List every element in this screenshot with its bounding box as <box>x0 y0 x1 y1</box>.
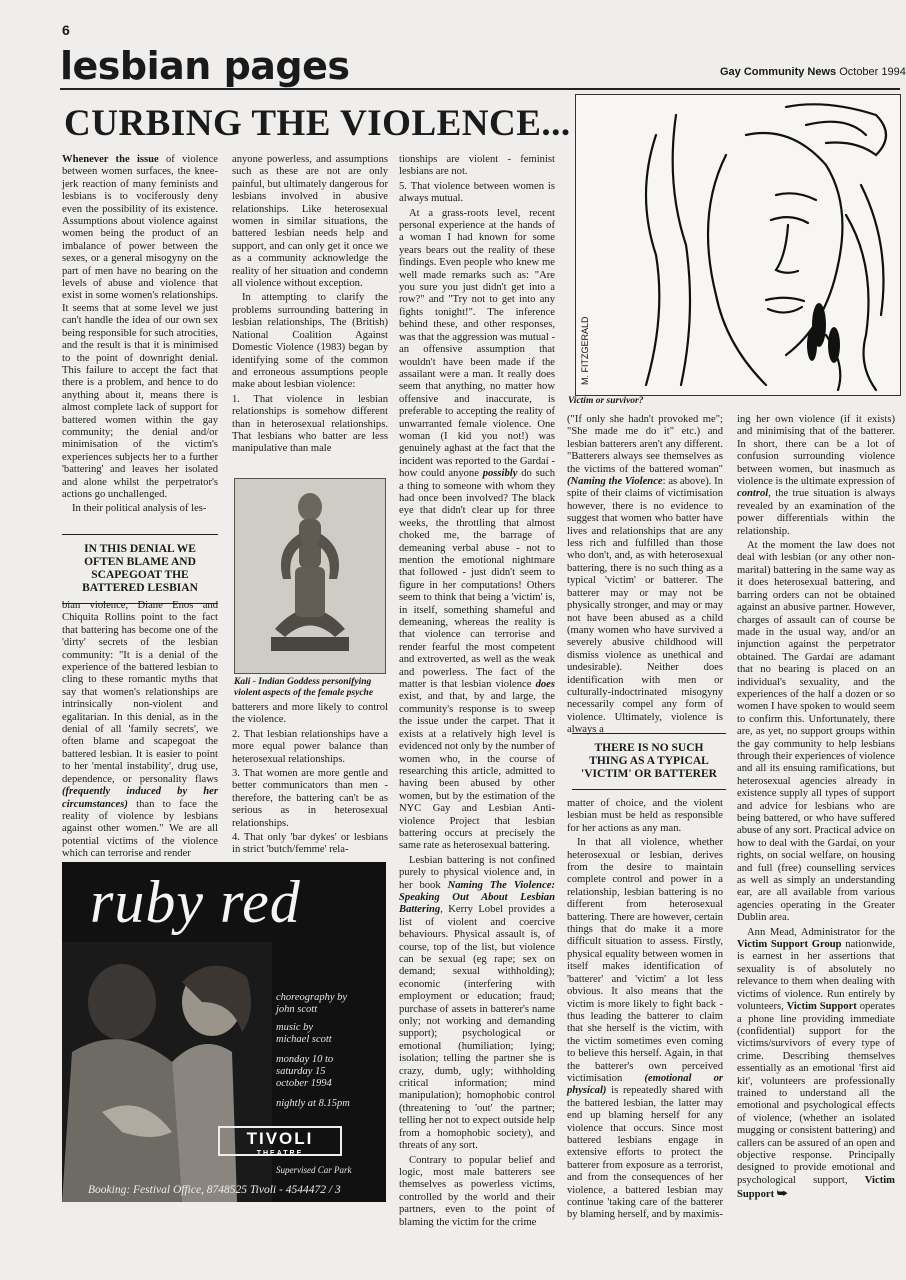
col2-item-4: 4. That only 'bar dykes' or lesbians in strict 'butch/femme' rela- <box>232 832 388 856</box>
dates-line-2: saturday 15 <box>276 1066 326 1077</box>
page-number: 6 <box>62 22 70 38</box>
show-time: nightly at 8.15pm <box>276 1098 350 1109</box>
publication-name: Gay Community News <box>720 66 837 78</box>
col2-paragraph-3: batterers and more likely to control the violence. <box>232 702 388 726</box>
col2-item-3: 3. That women are more gentle and better communicators than men - therefore, the battering can't be as serious as in heterosexual relationships. <box>232 768 388 829</box>
choreography-label: choreography by <box>276 992 348 1003</box>
col2-paragraph-1: anyone powerless, and assumptions such as these are not are only painful, but ultimately dangerous for lesbians involved in abusive relationships. Like heterosexual women in similar situations, the battered lesbian needs help and support, and can only get it once we as a community acknowledge the reality of her situation and condemn all violence without exception. <box>232 154 388 290</box>
col5-paragraph-2: At the moment the law does not deal with lesbian (or any other non-marital) battering in the same way as it does heterosexual battering, and barring orders can not be obtained against an abusive partner. However, charges of assault can of course be made in the usual way, and/or an injunction against the perpetrator obtained. The Gardaí are adamant that no bearing is placed on an individual's sexuality, and the experiences of the half a dozen or so women I have spoken to would seem to confirm this. Unfortunately, there are, as yet, no support groups within the gay community to help lesbians through their experiences of violence and all its ensuing ramifications, but heterosexual agencies already in existence supply all types of support and advice for lesbians who are being battered, or who have suffered abuse of any sort. Practical advice on how to deal with the Gardaí, on your rights, on social welfare, on housing and full (free) counselling services as well as simply an understanding ear, are all available from various agencies operating in the Greater Dublin area. <box>737 540 895 924</box>
col1-paragraph-1: Whenever the issue of violence between women surfaces, the knee-jerk reaction of many feminists and lesbians is to vociferously deny even the possibility of its existence. Assumptions about violence against women being the product of an imbalance of power between the sexes, or a general misogyny on the part of men have no bearing on the levels of abuse and violence that exist in some women's relationships. It seems that at some level we just can't handle the idea of our own sex being responsible for such atrocities, and the result is that it is minimised to the point of downright denial. This failure to accept the fact that there is a problem, and hence to do anything about it, means there is almost complete lack of support for battered women within the gay community; the denial and/or minimisation of the victim's experiences subjects her to a further 'battering' and leaves her isolated and alone whilst the perpetrator's actions go unchallenged. <box>62 154 218 500</box>
ad-title: ruby red <box>90 869 301 935</box>
section-title: lesbian pages <box>60 44 350 88</box>
column-2-continued <box>232 702 388 856</box>
illustration-caption: Victim or survivor? <box>568 396 644 406</box>
col2-item-1: 1. That violence in lesbian relationships is somehow different than in heterosexual relationships. That lesbians who batter are less manipulative than male <box>232 393 388 455</box>
column-5 <box>737 414 895 1210</box>
kali-statue-photo <box>234 478 386 674</box>
dates-line-3: october 1994 <box>276 1078 332 1089</box>
column-1-continued <box>62 600 218 860</box>
col5-paragraph-3: Ann Mead, Administrator for the Victim Support Group nationwide, is earnest in her assertions that sexuality is of absolutely no relevance to them when dealing with victims of violence. Run entirely by volunteers, Victim Support operates a phone line providing immediate (confidential) support for the victims/survivors of every type of crime. Describing themselves essentially as an emotional 'first aid kit', volunteers are professionally trained to understand all the emotional and psychological effects of violence, (whether an isolated mugging or consistent battering) and callers can be assured of an open and objective response. Principally designed to provide emotional and psychological support, Victim Support ⮩ <box>737 926 895 1201</box>
col1-paragraph-2: In their political analysis of les- <box>72 503 207 515</box>
col5-paragraph-1: ing her own violence (if it exists) and minimising that of the batterer. In short, there can be a lot of confusion surrounding violence between women, but inasmuch as violence is the ultimate expression of control, the true situation is always revealed by an examination of the power differentials within the relationship. <box>737 414 895 537</box>
tivoli-theatre-logo: TIVOLI THEATRE <box>218 1126 342 1156</box>
headline: CURBING THE VIOLENCE... <box>64 103 571 144</box>
col2-paragraph-2: In attempting to clarify the problems surrounding battering in lesbian relationships, The (British) National Coalition Against Domestic Violence (1983) began by identifying some of the common and erroneous assumptions people make about lesbian violence: <box>232 292 388 391</box>
col1-paragraph-3: bian violence, Diane Enos and Chiquita Rollins point to the fact that battering has become one of the 'dirty' secrets of the lesbian community: "It is a denial of the experience of the battered lesbian to cling to these romantic myths that say that women's relationships are intrinsically non-violent and egalitarian. In this denial, as in the denial of all 'family secrets', we often blame and scapegoat the battered lesbian. It is easier to point to her 'mental instability', drug use, dependence, or personality flaws (frequently induced by her circumstances) than to face the reality of violence by lesbians against other women." We are all potential victims of the violence which can terrorise and render <box>62 600 218 860</box>
composer-name: michael scott <box>276 1034 332 1045</box>
continue-arrow-icon: ⮩ <box>776 1186 788 1201</box>
col3-item-5: 5. That violence between women is always mutual. <box>399 180 555 205</box>
dancers-photo <box>62 942 272 1202</box>
music-label: music by <box>276 1022 314 1033</box>
col3-paragraph-1: tionships are violent - feminist lesbians are not. <box>399 154 555 178</box>
photo-caption: Kali - Indian Goddess personifying violent aspects of the female psyche <box>234 677 374 698</box>
column-4-continued <box>567 798 723 1221</box>
woman-face-drawing <box>576 95 900 395</box>
header-rule <box>60 88 900 90</box>
col3-paragraph-3: Lesbian battering is not confined purely to physical violence and, in her book Naming The Violence: Speaking Out About Lesbian Battering, Kerry Lobel provides a list of violent and coercive behaviours. Physical assault is, of course, top of the list, but violence can be sexual (eg rape; sex on demand; sexual withholding); economic (interfering with employment or education; fraud; purchase of assets in batterer's name only; not working and demanding support); psychological or emotional (humiliation; lying; isolation; telling the partner she is crazy, dumb, ugly; withholding critical information; mind manipulation); homophobic control (threatening to 'out' the partner; telling her not to expect outside help from a homophobic society), and threats of any sort. <box>399 854 556 1152</box>
col3-paragraph-2: At a grass-roots level, recent personal experience at the hands of a woman I had known for some years bears out the reality of these findings. Even people who knew me well made remarks such as: "Are you sure you just didn't get into a row?" and "Try not to get into any fights tonight!". The inference behind these, and other responses, was that the aggression was mutual - an offensive assumption that wouldn't have been made if the assailant were a man. It really does seem that anything, no matter how offensive and inaccurate, is preferable to accepting the reality of unwarranted female violence. One woman (I kid you not!) was genuinely aghast at the fact that the incident was reported to the Gardaí - how could anyone possibly do such a thing to someone with whom they had once been involved? The black eye that didn't clear up for three weeks, the throttling that almost choked me, the barrage of demeaning verbal abuse - not to mention the emotional nightmare that followed - just didn't seem to figure in her computations! Others seem to think that being a 'victim' is, in itself, something shameful and demeaning, whereas the reality is that violence can terrorise and render fearful the most competent and extroverted, as well as the weak and powerless. The fact of the matter is that lesbian violence does exist, and that, by and large, the community's response is to sweep the issue under the carpet. That it exists at a relatively high level is evidenced not only by the number of women who, in the course of researching this article, admitted to having been abused by other women, but by the estimation of the NYC Gay and Lesbian Anti-violence Project that lesbian battering occurs at precisely the same rate as heterosexual battering. <box>399 207 555 852</box>
pull-quote-2: THERE IS NO SUCH THING AS A TYPICAL 'VICTIM' OR BATTERER <box>572 733 726 790</box>
column-2 <box>232 154 388 472</box>
col4-paragraph-2: matter of choice, and the violent lesbian must be held as responsible for her actions as any man. <box>567 798 723 834</box>
col2-item-2: 2. That lesbian relationships have a more equal power balance than heterosexual relationships. <box>232 728 388 765</box>
choreographer-name: john scott <box>276 1004 318 1015</box>
kali-statue-image <box>235 479 385 673</box>
booking-info: Booking: Festival Office, 8748525 Tivoli - 4544472 / 3 <box>88 1184 341 1196</box>
column-4 <box>567 414 724 736</box>
column-3 <box>399 154 556 1228</box>
col4-paragraph-1: ("If only she hadn't provoked me"; "She made me do it" etc.) and lesbian batterers aren't any different. "Batterers always see themselves as the victims of the battered woman" (Naming the Violence: as above). In spite of their claims of victimisation however, there is no evidence to suggest that women who batter have lives and relationships that are any less rich and fulfilled than those who don't, and, as with heterosexual battering, there is no such thing as a typical 'victim' or batterer. The batterer may or may not be physically stronger, and may or may not have been abused as a child (many women who have survived a severely abusive childhood will dismiss violence as unethical and undesirable). Neither does identification with men or culturally-indoctrinated misogyny necessarily compel any form of violence. Ultimately, violence is always a <box>567 414 724 736</box>
col4-paragraph-3: In that all violence, whether heterosexual or lesbian, derives from the desire to maintain complete control and power in a relationship, lesbian battering is no different from heterosexual battering. There are however, certain things that do make it a more difficult situation to assess. Firstly, physical equality between women in itself makes identification of 'batterer' and 'victim' a lot less obvious. It also means that the victim is more likely to fight back - thus leading the batterer to claim that she herself is the victim, with the victim sometimes even coming to believe this herself. Again, in that the batterer's own perceived victimisation (emotional or physical) is repeatedly shared with the battered lesbian, the latter may end up blaming herself for any violence that occurs. Since most battered lesbians engage in extensive efforts to protect the batterer from exposure as a terrorist, and from the consequences of her violence, a battered lesbian may continue 'taking care of the batterer by blaming herself, and by maximis- <box>567 837 723 1221</box>
masthead <box>720 66 906 78</box>
parking-note: Supervised Car Park <box>276 1165 352 1175</box>
pull-quote-1: IN THIS DENIAL WE OFTEN BLAME AND SCAPEGOAT THE BATTERED LESBIAN <box>62 534 218 604</box>
artist-signature: M. FITZGERALD <box>580 316 590 385</box>
column-1 <box>62 154 218 528</box>
issue-date: October 1994 <box>839 66 906 78</box>
illustration-frame <box>575 94 901 396</box>
col3-paragraph-4: Contrary to popular belief and logic, most male batterers see themselves as powerless victims, controlled by the world and their partners, even to the point of blaming the victim for the crime <box>399 1154 555 1228</box>
dates-line-1: monday 10 to <box>276 1054 334 1065</box>
